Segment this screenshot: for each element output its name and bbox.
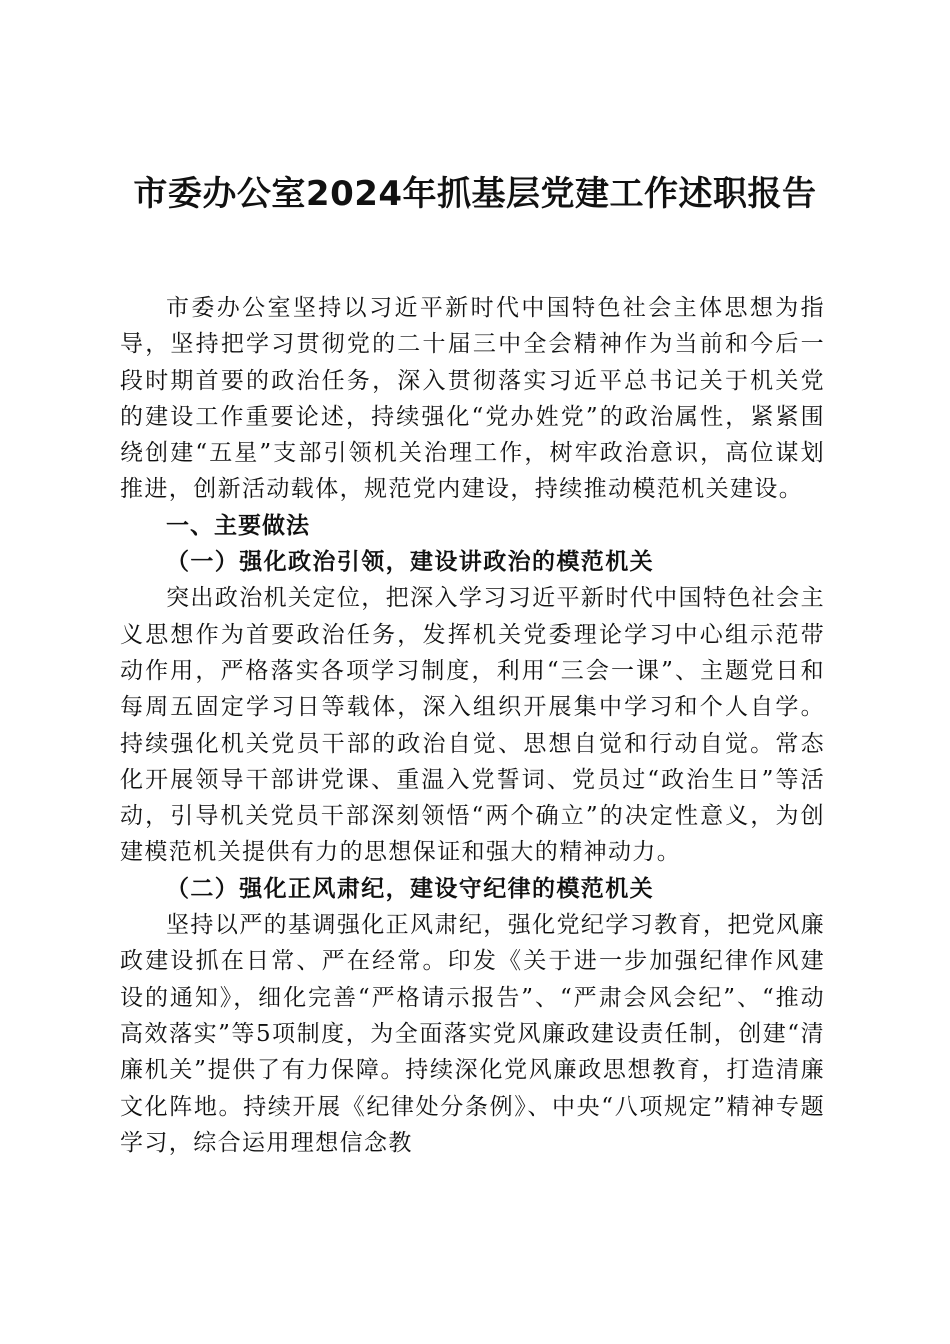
subsection-heading-discipline: （二）强化正风肃纪，建设守纪律的模范机关 <box>166 874 654 902</box>
subsection-paragraph-political-guidance: 突出政治机关定位，把深入学习习近平新时代中国特色社会主义思想作为首要政治任务，发挥机关党委理论学习中心组示范带动作用，严格落实各项学习制度，利用“三会一课”、主题党日和每周五固定学习日等载体，深入组织开展集中学习和个人自学。持续强化机关党员干部的政治自觉、思想自觉和行动自觉。常态化开展领导干部讲党课、重温入党誓词、党员过“政治生日”等活动，引导机关党员干部深刻领悟“两个确立”的决定性意义，为创建模范机关提供有力的思想保证和强大的精神动力。 <box>120 585 825 866</box>
subsection-heading-political-guidance: （一）强化政治引领，建设讲政治的模范机关 <box>166 548 654 576</box>
document-title: 市委办公室2024年抓基层党建工作述职报告 <box>133 174 817 214</box>
intro-paragraph: 市委办公室坚持以习近平新时代中国特色社会主体思想为指导，坚持把学习贯彻党的二十届三中全会精神作为当前和今后一段时期首要的政治任务，深入贯彻落实习近平总书记关于机关党的建设工作重要论述，持续强化“党办姓党”的政治属性，紧紧围绕创建“五星”支部引领机关治理工作，树牢政治意识，高位谋划推进，创新活动载体，规范党内建设，持续推动模范机关建设。 <box>120 295 825 503</box>
subsection-paragraph-discipline: 坚持以严的基调强化正风肃纪，强化党纪学习教育，把党风廉政建设抓在日常、严在经常。印发《关于进一步加强纪律作风建设的通知》，细化完善“严格请示报告”、“严肃会风会纪”、“推动高效落实”等5项制度，为全面落实党风廉政建设责任制，创建“清廉机关”提供了有力保障。持续深化党风廉政思想教育，打造清廉文化阵地。持续开展《纪律处分条例》、中央“八项规定”精神专题学习，综合运用理想信念教 <box>120 912 825 1156</box>
section-heading-main-practices: 一、主要做法 <box>166 512 310 539</box>
document-body <box>120 290 825 1161</box>
